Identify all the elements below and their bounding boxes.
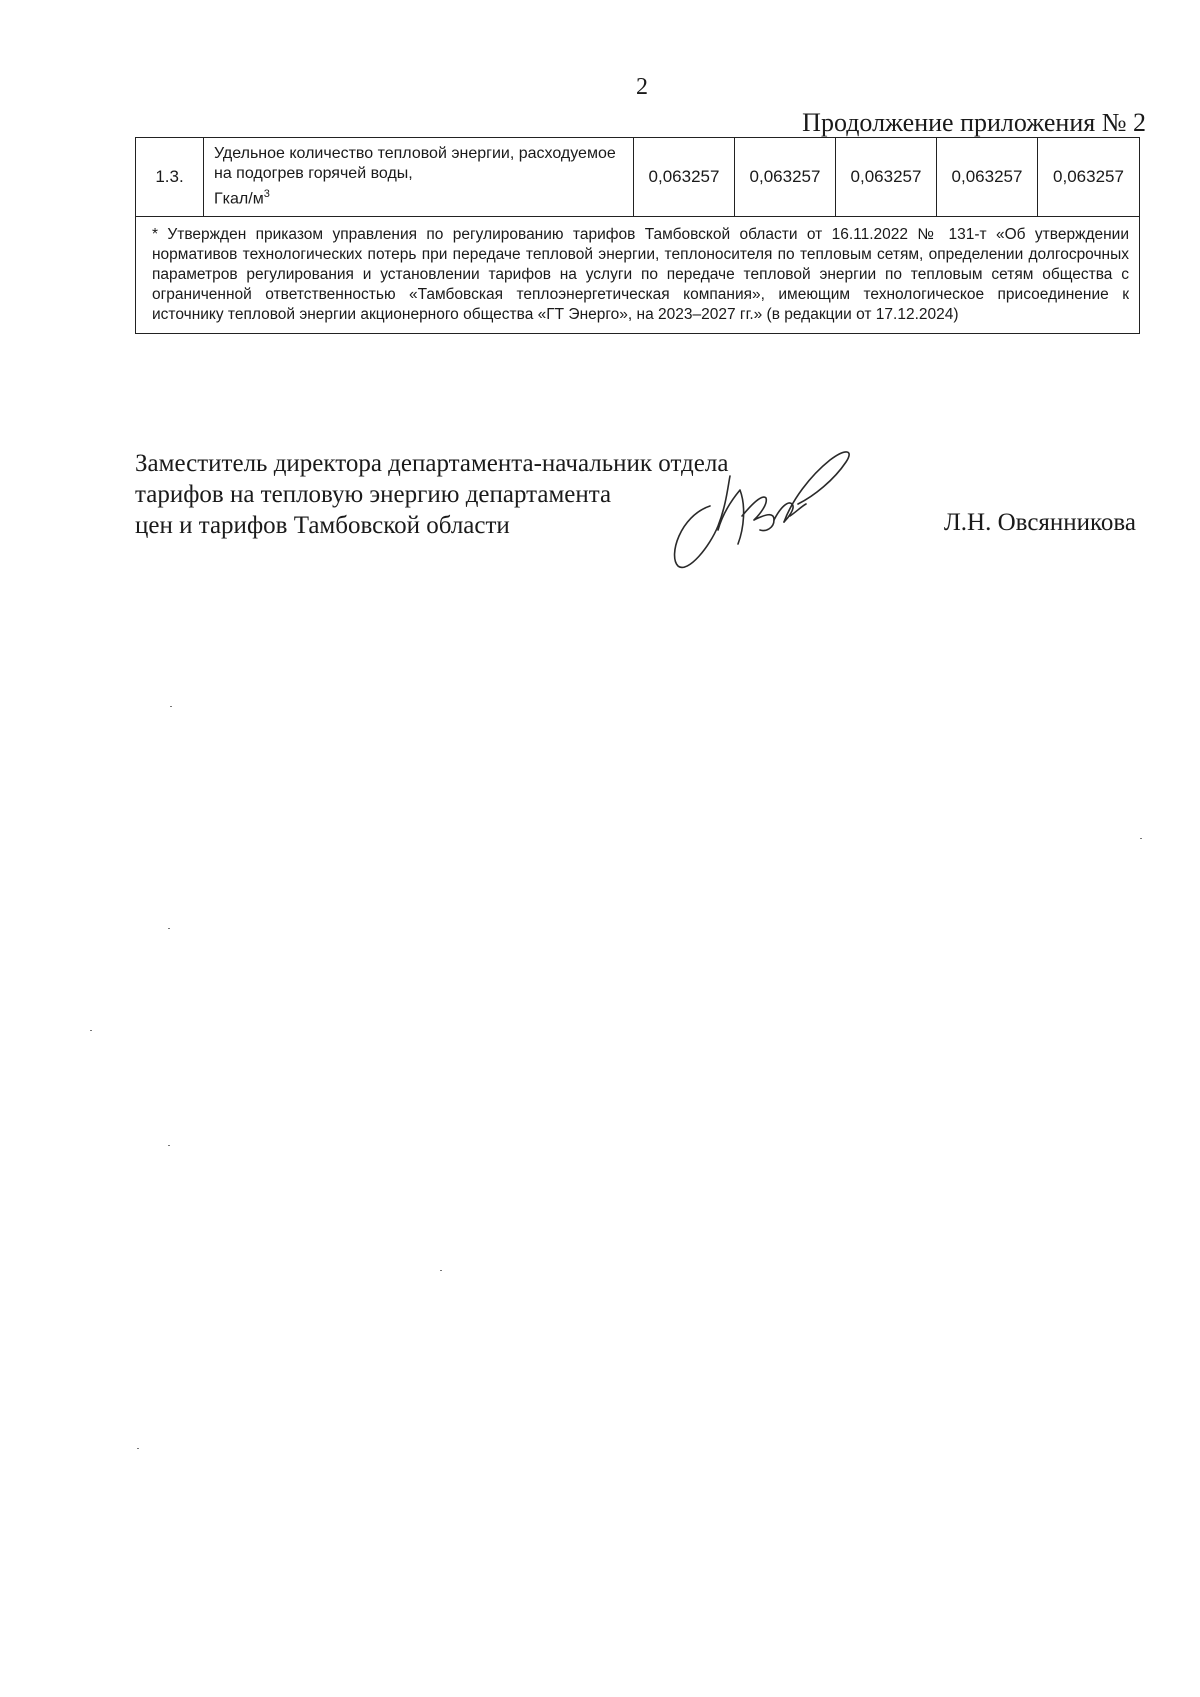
signer-position-line: тарифов на тепловую энергию департамента: [135, 481, 612, 508]
scan-speck: [170, 706, 172, 707]
table-row: [136, 138, 1140, 217]
row-value: 0,063257: [937, 138, 1038, 217]
scan-speck: [168, 1145, 170, 1146]
row-value: 0,063257: [735, 138, 836, 217]
row-description-text: Удельное количество тепловой энергии, расходуемое на подогрев горячей воды,: [214, 145, 616, 183]
row-value: 0,063257: [634, 138, 735, 217]
signer-position: [135, 448, 728, 541]
row-description: [204, 138, 634, 217]
norms-table: [135, 137, 1140, 334]
scan-speck: [137, 1448, 139, 1449]
row-value: 0,063257: [1038, 138, 1140, 217]
scan-speck: [90, 1030, 92, 1031]
row-value: 0,063257: [836, 138, 937, 217]
scan-speck: [168, 928, 170, 929]
row-number: 1.3.: [136, 138, 204, 217]
signer-position-line: цен и тарифов Тамбовской области: [135, 512, 510, 539]
row-unit-superscript: 3: [263, 188, 270, 201]
signer-position-line: Заместитель директора департамента-начальник отдела: [135, 450, 729, 477]
signer-name: Л.Н. Овсянникова: [943, 509, 1136, 536]
appendix-caption: Продолжение приложения № 2: [802, 108, 1146, 137]
scan-speck: [440, 1270, 442, 1271]
row-unit: Гкал/м: [214, 190, 264, 208]
footnote-row: [136, 217, 1140, 334]
norms-table-container: [135, 137, 1139, 334]
scan-speck: [1140, 838, 1142, 839]
page-number: 2: [636, 74, 648, 100]
footnote-text: * Утвержден приказом управления по регулированию тарифов Тамбовской области от 16.11.2022 № 131-т «Об утверждении нормативов технологических потерь при передаче тепловой энергии, теплоносителя по тепловым сетям, определении долгосрочных параметров регулирования и установлении тарифов на услуги по передаче тепловой энергии по тепловым сетям общества с ограниченной ответственностью «Тамбовская теплоэнергетическая компания», имеющим технологическое присоединение к источнику тепловой энергии акционерного общества «ГТ Энерго», на 2023–2027 гг.» (в редакции от 17.12.2024): [136, 217, 1140, 334]
handwritten-signature: [670, 446, 890, 576]
